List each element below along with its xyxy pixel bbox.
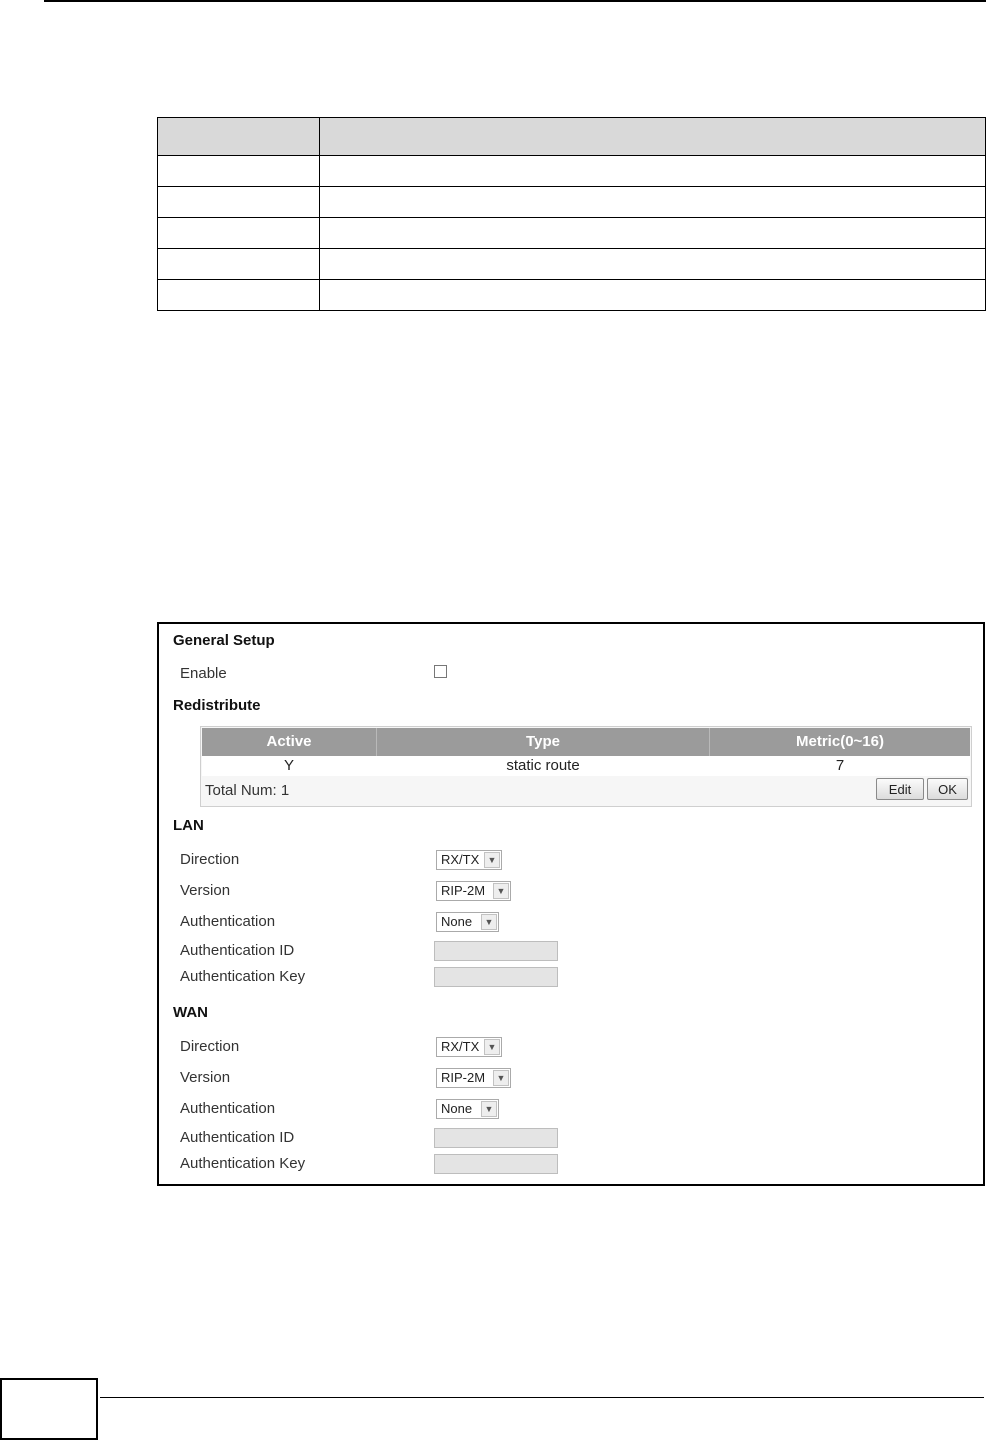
enable-label: Enable	[180, 665, 227, 682]
chevron-down-icon: ▼	[484, 852, 500, 868]
column-header-type: Type	[526, 733, 560, 750]
general-setup-title: General Setup	[173, 632, 275, 649]
table-row	[158, 249, 986, 280]
table-header-cell	[158, 118, 320, 156]
wan-auth-key-field[interactable]	[434, 1154, 558, 1174]
redistribute-header	[202, 728, 970, 756]
wan-title: WAN	[173, 1004, 208, 1021]
column-header-metric: Metric(0~16)	[796, 733, 884, 750]
lan-version-select[interactable]	[436, 881, 511, 901]
column-header-active: Active	[266, 733, 312, 750]
lan-auth-key-label: Authentication Key	[180, 968, 306, 985]
wan-authentication-select[interactable]	[436, 1099, 499, 1119]
table-row	[158, 280, 986, 311]
page-number-box	[0, 1378, 98, 1440]
lan-authentication-select[interactable]	[436, 912, 499, 932]
wan-authentication-value: None	[441, 1101, 473, 1116]
cell-active: Y	[283, 757, 294, 774]
table-row	[158, 187, 986, 218]
lan-direction-value: RX/TX	[441, 852, 480, 867]
wan-direction-value: RX/TX	[441, 1039, 480, 1054]
wan-version-label: Version	[180, 1069, 231, 1086]
footer-rule	[100, 1397, 984, 1398]
table-header-cell	[320, 118, 986, 156]
wan-auth-key-label: Authentication Key	[180, 1155, 306, 1172]
wan-authentication-label: Authentication	[180, 1100, 276, 1117]
wan-direction-label: Direction	[180, 1038, 240, 1055]
enable-checkbox[interactable]	[434, 665, 447, 678]
lan-authentication-label: Authentication	[180, 913, 276, 930]
table-header-row	[158, 118, 986, 156]
cell-metric: 7	[835, 757, 845, 774]
wan-direction-select[interactable]	[436, 1037, 502, 1057]
redistribute-title: Redistribute	[173, 697, 261, 714]
table-row	[158, 156, 986, 187]
lan-direction-select[interactable]	[436, 850, 502, 870]
table-row	[158, 218, 986, 249]
lan-authentication-value: None	[441, 914, 473, 929]
ok-button[interactable]: OK	[927, 778, 968, 800]
chevron-down-icon: ▼	[493, 1070, 509, 1086]
lan-auth-id-field[interactable]	[434, 941, 558, 961]
wan-version-select[interactable]	[436, 1068, 511, 1088]
lan-version-label: Version	[180, 882, 231, 899]
lan-auth-id-label: Authentication ID	[180, 942, 295, 959]
redistribute-table	[200, 726, 972, 807]
rip-settings-screenshot	[157, 622, 985, 1186]
wan-version-value: RIP-2M	[441, 1070, 486, 1085]
chevron-down-icon: ▼	[481, 1101, 497, 1117]
edit-button[interactable]: Edit	[876, 778, 924, 800]
description-table	[157, 117, 986, 311]
chevron-down-icon: ▼	[481, 914, 497, 930]
total-count: Total Num: 1	[205, 782, 290, 799]
lan-version-value: RIP-2M	[441, 883, 486, 898]
wan-auth-id-field[interactable]	[434, 1128, 558, 1148]
chevron-down-icon: ▼	[493, 883, 509, 899]
cell-type: static route	[506, 757, 580, 774]
header-rule	[44, 0, 986, 2]
table-row	[202, 756, 970, 776]
lan-title: LAN	[173, 817, 204, 834]
lan-direction-label: Direction	[180, 851, 240, 868]
chevron-down-icon: ▼	[484, 1039, 500, 1055]
lan-auth-key-field[interactable]	[434, 967, 558, 987]
wan-auth-id-label: Authentication ID	[180, 1129, 295, 1146]
